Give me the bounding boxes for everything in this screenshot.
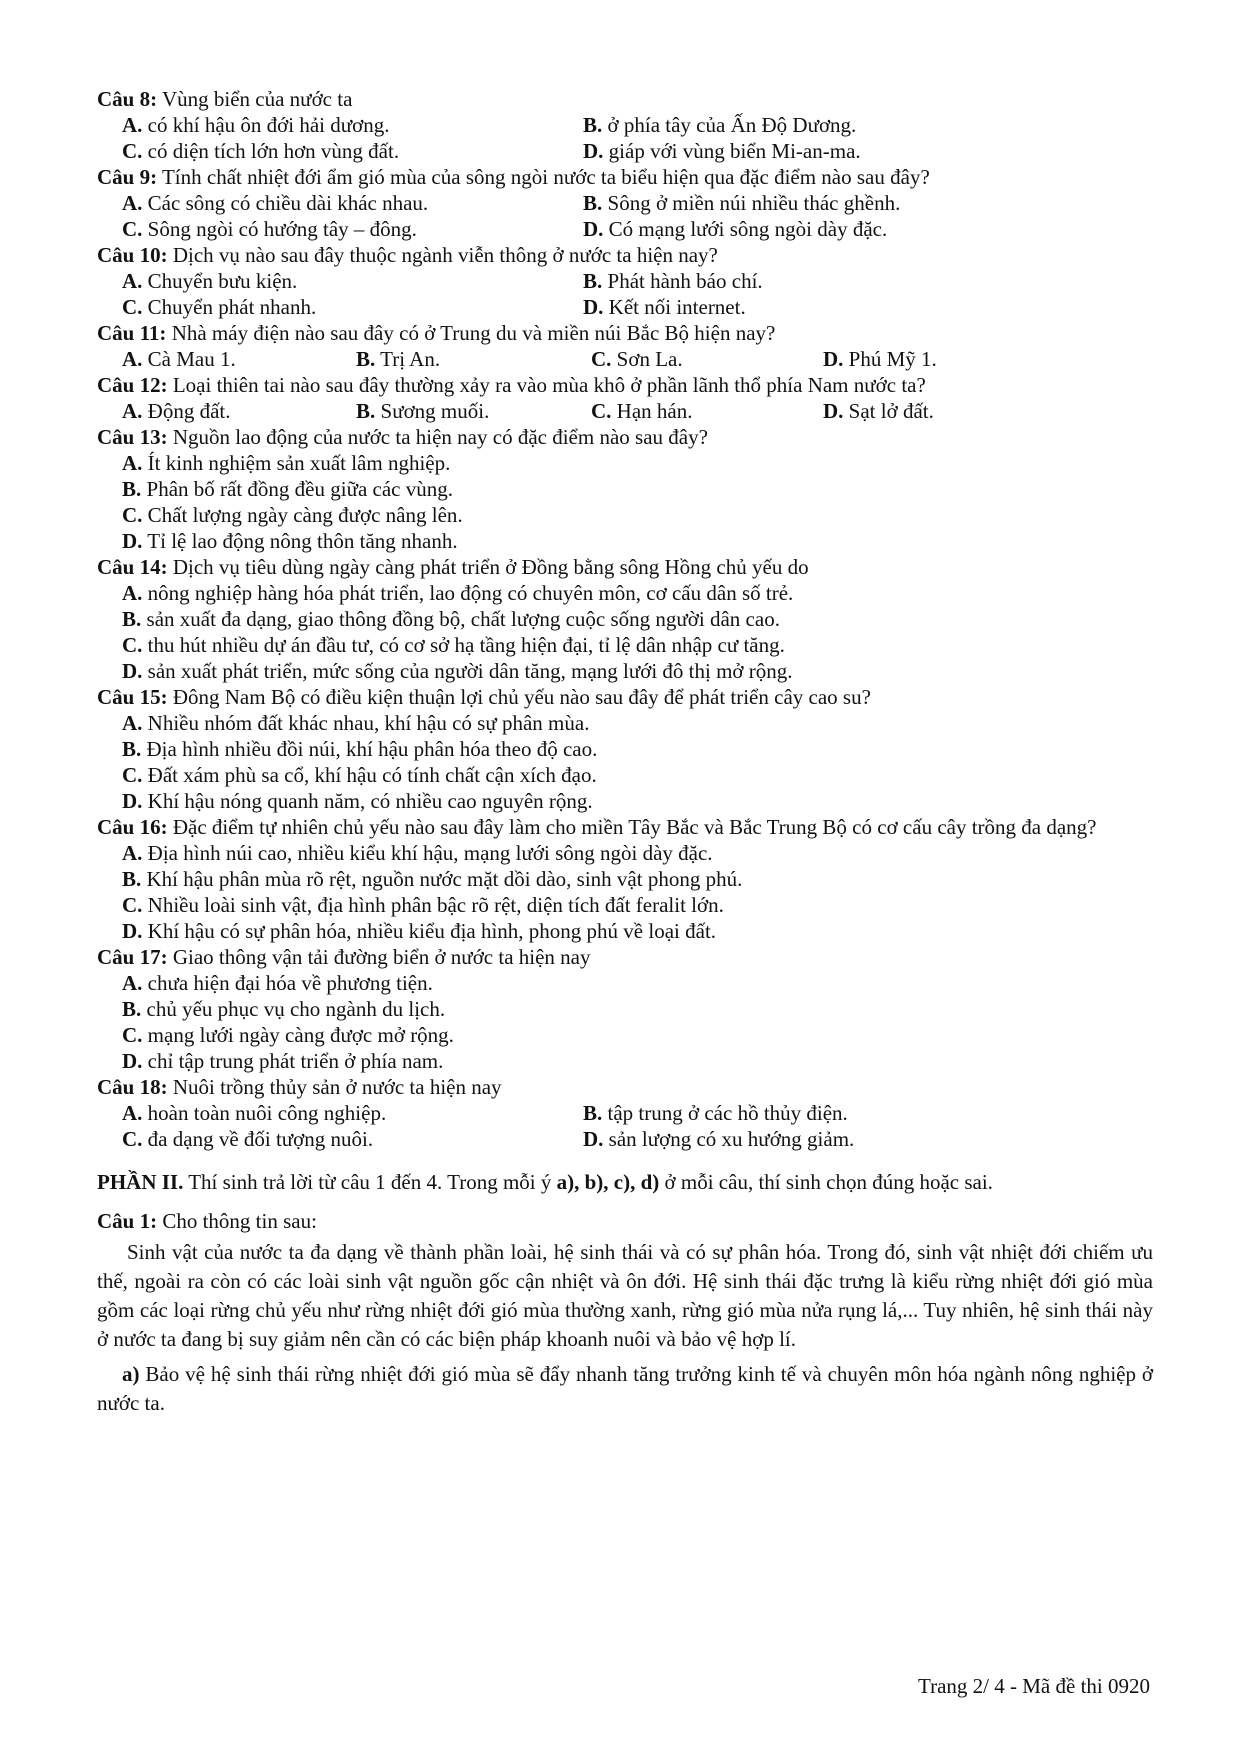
question-12-option-c xyxy=(591,398,823,424)
question-13-option-c xyxy=(122,502,1153,528)
question-9-option-c xyxy=(122,216,583,242)
question-10-stem-line xyxy=(97,242,1153,268)
question-12 xyxy=(97,372,1153,424)
question-11 xyxy=(97,320,1153,372)
question-17-option-b xyxy=(122,996,1153,1022)
question-14-option-d xyxy=(122,658,1153,684)
part2-question-1-label: Câu 1: xyxy=(97,1209,158,1233)
question-10-option-d xyxy=(583,294,1153,320)
option-text: Nhiều nhóm đất khác nhau, khí hậu có sự phân mùa. xyxy=(147,711,590,735)
question-8-option-d xyxy=(583,138,1153,164)
question-13-option-a xyxy=(122,450,1153,476)
part2-option-letters: a), b), c), d) xyxy=(556,1170,660,1194)
question-18-label: Câu 18: xyxy=(97,1075,168,1099)
question-12-option-a xyxy=(122,398,356,424)
question-9 xyxy=(97,164,1153,242)
option-label: C. xyxy=(591,399,612,423)
option-label: A. xyxy=(122,113,143,137)
option-text: chưa hiện đại hóa về phương tiện. xyxy=(147,971,433,995)
question-14-option-c xyxy=(122,632,1153,658)
question-17 xyxy=(97,944,1153,1074)
option-label: B. xyxy=(122,607,142,631)
question-14-stem: Dịch vụ tiêu dùng ngày càng phát triển ở Đồng bằng sông Hồng chủ yếu do xyxy=(172,555,809,579)
question-12-stem-line xyxy=(97,372,1153,398)
option-text: có khí hậu ôn đới hải dương. xyxy=(147,113,390,137)
option-label: C. xyxy=(591,347,612,371)
question-16-options xyxy=(122,840,1153,944)
item-a-text: Bảo vệ hệ sinh thái rừng nhiệt đới gió mùa sẽ đẩy nhanh tăng trưởng kinh tế và chuyên môn hóa ngành nông nghiệp ở nước ta. xyxy=(97,1362,1153,1415)
question-18-option-b xyxy=(583,1100,1153,1126)
option-label: B. xyxy=(356,347,376,371)
option-label: C. xyxy=(122,763,143,787)
question-13-option-b xyxy=(122,476,1153,502)
question-16-stem: Đặc điểm tự nhiên chủ yếu nào sau đây làm cho miền Tây Bắc và Bắc Trung Bộ có cơ cấu cây trồng đa dạng? xyxy=(172,815,1097,839)
part2-question-1-passage: Sinh vật của nước ta đa dạng về thành phần loài, hệ sinh thái và có sự phân hóa. Trong đó, sinh vật nhiệt đới chiếm ưu thế, ngoài ra còn có các loài sinh vật nguồn gốc cận nhiệt và ôn đới. Hệ sinh thái đặc trưng là kiểu rừng nhiệt đới gió mùa gồm các loại rừng chủ yếu như rừng nhiệt đới gió mùa thường xanh, rừng gió mùa nửa rụng lá,... Tuy nhiên, hệ sinh thái này ở nước ta đang bị suy giảm nên cần có các biện pháp khoanh nuôi và bảo vệ hợp lí. xyxy=(97,1240,1153,1351)
question-11-option-c xyxy=(591,346,823,372)
question-10-option-c xyxy=(122,294,583,320)
question-14-stem-line xyxy=(97,554,1153,580)
option-text: Phát hành báo chí. xyxy=(607,269,763,293)
option-text: sản xuất phát triển, mức sống của người dân tăng, mạng lưới đô thị mở rộng. xyxy=(147,659,793,683)
option-label: C. xyxy=(122,295,143,319)
option-label: D. xyxy=(122,919,143,943)
option-text: Hạn hán. xyxy=(616,399,693,423)
question-13-option-d xyxy=(122,528,1153,554)
option-label: B. xyxy=(583,1101,603,1125)
option-label: B. xyxy=(583,113,603,137)
question-9-option-d xyxy=(583,216,1153,242)
question-15-option-b xyxy=(122,736,1153,762)
page-footer: Trang 2/ 4 - Mã đề thi 0920 xyxy=(918,1674,1150,1698)
option-text: Cà Mau 1. xyxy=(147,347,236,371)
option-text: Sạt lở đất. xyxy=(848,399,934,423)
question-12-options xyxy=(122,398,1153,424)
option-text: Sương muối. xyxy=(380,399,490,423)
option-label: C. xyxy=(122,1023,143,1047)
question-9-label: Câu 9: xyxy=(97,165,158,189)
option-label: A. xyxy=(122,347,143,371)
option-text: Sông ở miền núi nhiều thác ghềnh. xyxy=(607,191,901,215)
question-14 xyxy=(97,554,1153,684)
question-15-options xyxy=(122,710,1153,814)
option-text: Phú Mỹ 1. xyxy=(848,347,937,371)
option-label: C. xyxy=(122,503,143,527)
option-text: Khí hậu nóng quanh năm, có nhiều cao nguyên rộng. xyxy=(147,789,593,813)
option-label: B. xyxy=(583,269,603,293)
option-text: Trị An. xyxy=(380,347,441,371)
question-13-options xyxy=(122,450,1153,554)
question-8-option-b xyxy=(583,112,1153,138)
question-14-option-b xyxy=(122,606,1153,632)
option-label: D. xyxy=(583,1127,604,1151)
question-17-label: Câu 17: xyxy=(97,945,168,969)
option-text: Sông ngòi có hướng tây – đông. xyxy=(147,217,417,241)
question-8-options xyxy=(122,112,1153,164)
question-9-option-a xyxy=(122,190,583,216)
option-text: Khí hậu có sự phân hóa, nhiều kiểu địa hình, phong phú về loại đất. xyxy=(147,919,717,943)
option-text: sản lượng có xu hướng giảm. xyxy=(608,1127,855,1151)
question-12-label: Câu 12: xyxy=(97,373,168,397)
option-text: Có mạng lưới sông ngòi dày đặc. xyxy=(608,217,888,241)
option-text: thu hút nhiều dự án đầu tư, có cơ sở hạ tầng hiện đại, tỉ lệ dân nhập cư tăng. xyxy=(147,633,785,657)
option-text: Sơn La. xyxy=(616,347,683,371)
option-label: A. xyxy=(122,191,143,215)
question-11-label: Câu 11: xyxy=(97,321,167,345)
question-18-stem-line xyxy=(97,1074,1153,1100)
option-text: Chất lượng ngày càng được nâng lên. xyxy=(147,503,463,527)
option-label: B. xyxy=(583,191,603,215)
option-text: ở phía tây của Ấn Độ Dương. xyxy=(607,113,857,137)
option-label: D. xyxy=(583,217,604,241)
option-label: D. xyxy=(122,1049,143,1073)
question-8 xyxy=(97,86,1153,164)
option-label: A. xyxy=(122,269,143,293)
option-label: D. xyxy=(823,347,844,371)
question-13 xyxy=(97,424,1153,554)
question-9-option-b xyxy=(583,190,1153,216)
option-label: B. xyxy=(356,399,376,423)
option-label: C. xyxy=(122,893,143,917)
item-a-label: a) xyxy=(122,1362,140,1386)
question-16-stem-line xyxy=(97,814,1153,840)
option-label: A. xyxy=(122,711,143,735)
option-text: chủ yếu phục vụ cho ngành du lịch. xyxy=(146,997,446,1021)
option-label: B. xyxy=(122,477,142,501)
option-text: Khí hậu phân mùa rõ rệt, nguồn nước mặt dồi dào, sinh vật phong phú. xyxy=(146,867,743,891)
question-17-option-c xyxy=(122,1022,1153,1048)
question-10-stem: Dịch vụ nào sau đây thuộc ngành viễn thông ở nước ta hiện nay? xyxy=(172,243,718,267)
question-10-option-a xyxy=(122,268,583,294)
option-text: Ít kinh nghiệm sản xuất lâm nghiệp. xyxy=(147,451,451,475)
option-text: Địa hình nhiều đồi núi, khí hậu phân hóa theo độ cao. xyxy=(146,737,598,761)
option-text: chỉ tập trung phát triển ở phía nam. xyxy=(147,1049,444,1073)
question-11-stem: Nhà máy điện nào sau đây có ở Trung du và miền núi Bắc Bộ hiện nay? xyxy=(171,321,776,345)
question-10-option-b xyxy=(583,268,1153,294)
question-11-option-b xyxy=(356,346,591,372)
question-11-stem-line xyxy=(97,320,1153,346)
option-text: Chuyển phát nhanh. xyxy=(147,295,317,319)
option-label: B. xyxy=(122,997,142,1021)
question-8-option-c xyxy=(122,138,583,164)
option-label: B. xyxy=(122,867,142,891)
part2-question-1-intro: Cho thông tin sau: xyxy=(162,1209,317,1233)
option-text: Đất xám phù sa cổ, khí hậu có tính chất cận xích đạo. xyxy=(147,763,597,787)
question-15-option-d xyxy=(122,788,1153,814)
question-15-stem: Đông Nam Bộ có điều kiện thuận lợi chủ yếu nào sau đây để phát triển cây cao su? xyxy=(172,685,871,709)
question-17-options xyxy=(122,970,1153,1074)
part2-instructions-2: ở mỗi câu, thí sinh chọn đúng hoặc sai. xyxy=(664,1170,993,1194)
question-9-options xyxy=(122,190,1153,242)
part2-question-1-header xyxy=(97,1208,1153,1234)
question-14-option-a xyxy=(122,580,1153,606)
option-text: Địa hình núi cao, nhiều kiểu khí hậu, mạng lưới sông ngòi dày đặc. xyxy=(147,841,713,865)
question-11-option-a xyxy=(122,346,356,372)
question-18 xyxy=(97,1074,1153,1152)
question-8-stem: Vùng biển của nước ta xyxy=(161,87,353,111)
question-10-label: Câu 10: xyxy=(97,243,168,267)
option-text: hoàn toàn nuôi công nghiệp. xyxy=(147,1101,387,1125)
question-15-label: Câu 15: xyxy=(97,685,168,709)
option-label: D. xyxy=(583,139,604,163)
question-18-option-c xyxy=(122,1126,583,1152)
question-11-options xyxy=(122,346,1153,372)
option-text: sản xuất đa dạng, giao thông đồng bộ, chất lượng cuộc sống người dân cao. xyxy=(146,607,780,631)
question-17-option-d xyxy=(122,1048,1153,1074)
question-11-option-d xyxy=(823,346,1153,372)
question-18-options xyxy=(122,1100,1153,1152)
option-label: C. xyxy=(122,217,143,241)
question-12-option-d xyxy=(823,398,1153,424)
option-label: A. xyxy=(122,971,143,995)
question-16-option-d xyxy=(122,918,1153,944)
question-14-label: Câu 14: xyxy=(97,555,168,579)
option-label: A. xyxy=(122,841,143,865)
question-9-stem: Tính chất nhiệt đới ẩm gió mùa của sông ngòi nước ta biểu hiện qua đặc điểm nào sau đây? xyxy=(161,165,930,189)
part2-question-1-item-a xyxy=(97,1360,1153,1418)
option-label: A. xyxy=(122,451,143,475)
question-16-option-a xyxy=(122,840,1153,866)
option-text: Các sông có chiều dài khác nhau. xyxy=(147,191,429,215)
question-10-options xyxy=(122,268,1153,320)
question-18-option-a xyxy=(122,1100,583,1126)
question-10 xyxy=(97,242,1153,320)
question-15 xyxy=(97,684,1153,814)
question-17-option-a xyxy=(122,970,1153,996)
question-18-option-d xyxy=(583,1126,1153,1152)
question-16 xyxy=(97,814,1153,944)
option-text: có diện tích lớn hơn vùng đất. xyxy=(147,139,400,163)
question-16-option-c xyxy=(122,892,1153,918)
option-label: C. xyxy=(122,139,143,163)
option-label: B. xyxy=(122,737,142,761)
option-text: Chuyển bưu kiện. xyxy=(147,269,298,293)
question-13-stem: Nguồn lao động của nước ta hiện nay có đặc điểm nào sau đây? xyxy=(172,425,708,449)
option-label: D. xyxy=(823,399,844,423)
question-15-stem-line xyxy=(97,684,1153,710)
question-15-option-c xyxy=(122,762,1153,788)
part2-label: PHẦN II. xyxy=(97,1170,184,1194)
option-label: C. xyxy=(122,633,143,657)
question-13-stem-line xyxy=(97,424,1153,450)
option-label: D. xyxy=(122,789,143,813)
option-text: Động đất. xyxy=(147,399,231,423)
option-text: giáp với vùng biển Mi-an-ma. xyxy=(608,139,861,163)
option-text: nông nghiệp hàng hóa phát triển, lao động có chuyên môn, cơ cấu dân số trẻ. xyxy=(147,581,794,605)
question-16-option-b xyxy=(122,866,1153,892)
option-label: A. xyxy=(122,1101,143,1125)
option-label: D. xyxy=(122,529,143,553)
question-8-option-a xyxy=(122,112,583,138)
part2-header xyxy=(97,1169,1153,1195)
option-text: Nhiều loài sinh vật, địa hình phân bậc rõ rệt, diện tích đất feralit lớn. xyxy=(147,893,724,917)
option-text: mạng lưới ngày càng được mở rộng. xyxy=(147,1023,454,1047)
exam-content xyxy=(97,86,1153,1418)
option-text: Kết nối internet. xyxy=(608,295,746,319)
question-18-stem: Nuôi trồng thủy sản ở nước ta hiện nay xyxy=(172,1075,502,1099)
option-text: đa dạng về đối tượng nuôi. xyxy=(147,1127,374,1151)
option-text: Phân bố rất đồng đều giữa các vùng. xyxy=(146,477,453,501)
question-9-stem-line xyxy=(97,164,1153,190)
question-17-stem: Giao thông vận tải đường biển ở nước ta hiện nay xyxy=(172,945,591,969)
option-label: A. xyxy=(122,581,143,605)
question-12-stem: Loại thiên tai nào sau đây thường xảy ra vào mùa khô ở phần lãnh thổ phía Nam nước ta? xyxy=(172,373,926,397)
question-12-option-b xyxy=(356,398,591,424)
option-label: D. xyxy=(122,659,143,683)
option-label: D. xyxy=(583,295,604,319)
question-8-label: Câu 8: xyxy=(97,87,158,111)
question-14-options xyxy=(122,580,1153,684)
part2-instructions-1: Thí sinh trả lời từ câu 1 đến 4. Trong mỗi ý xyxy=(188,1170,552,1194)
option-label: C. xyxy=(122,1127,143,1151)
option-text: tập trung ở các hồ thủy điện. xyxy=(607,1101,848,1125)
question-13-label: Câu 13: xyxy=(97,425,168,449)
question-15-option-a xyxy=(122,710,1153,736)
question-16-label: Câu 16: xyxy=(97,815,168,839)
question-8-stem-line xyxy=(97,86,1153,112)
question-17-stem-line xyxy=(97,944,1153,970)
option-text: Tỉ lệ lao động nông thôn tăng nhanh. xyxy=(147,529,458,553)
option-label: A. xyxy=(122,399,143,423)
